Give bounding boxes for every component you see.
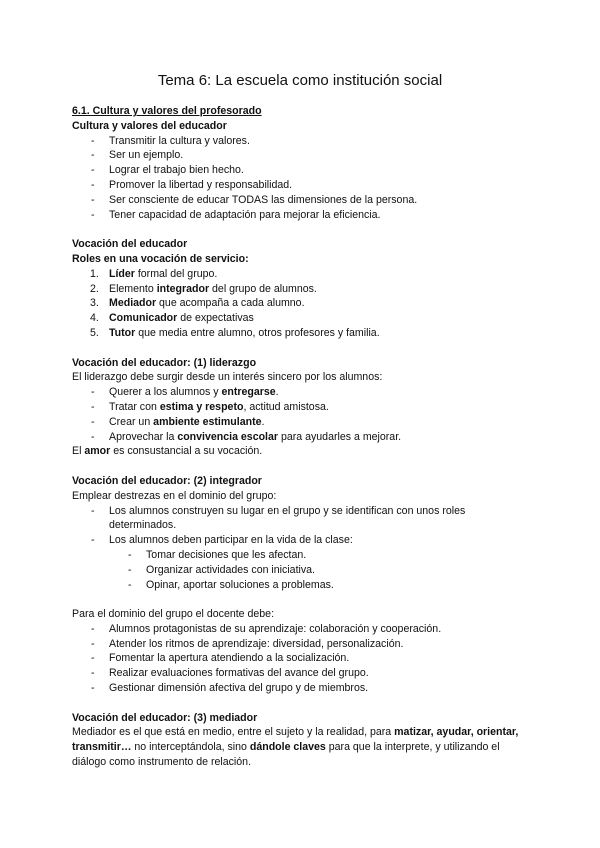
list-item: - Querer a los alumnos y entregarse. [72,385,532,400]
list-item: - Tomar decisiones que les afectan. [72,548,532,563]
list-item: - Transmitir la cultura y valores. [72,134,532,149]
integrador-list [72,504,532,548]
list-item: - Ser un ejemplo. [72,148,532,163]
list-item: - Tratar con estima y respeto, actitud amistosa. [72,400,532,415]
cultura-list [72,134,532,223]
list-item: - Ser consciente de educar TODAS las dimensiones de la persona. [72,193,532,208]
list-item: - Opinar, aportar soluciones a problemas. [72,578,532,593]
list-item: - Alumnos protagonistas de su aprendizaje: colaboración y cooperación. [72,622,532,637]
list-item: - Crear un ambiente estimulante. [72,415,532,430]
list-item: - Gestionar dimensión afectiva del grupo y de miembros. [72,681,532,696]
document-body [72,104,532,770]
list-item: - Fomentar la apertura atendiendo a la socialización. [72,651,532,666]
liderazgo-closing: El amor es consustancial a su vocación. [72,445,263,458]
subheading-roles: Roles en una vocación de servicio: [72,252,249,265]
list-item: - Atender los ritmos de aprendizaje: diversidad, personalización. [72,637,532,652]
section-heading-cultura: 6.1. Cultura y valores del profesorado [72,105,262,117]
list-item: 1. Líder formal del grupo. [90,267,218,280]
integrador-intro: Emplear destrezas en el dominio del grupo: [72,489,277,502]
list-item: - Organizar actividades con iniciativa. [72,563,532,578]
list-item: 2. Elemento integrador del grupo de alumnos. [90,282,317,295]
liderazgo-intro: El liderazgo debe surgir desde un interés sincero por los alumnos: [72,371,383,384]
list-item: - Tener capacidad de adaptación para mejorar la eficiencia. [72,208,532,223]
section-heading-integrador: Vocación del educador: (2) integrador [72,474,262,487]
liderazgo-list [72,385,532,444]
document-title: Tema 6: La escuela como institución social [157,72,443,89]
list-item: - Los alumnos deben participar en la vida de la clase: [72,533,532,548]
docente-intro: Para el dominio del grupo el docente debe: [72,608,275,621]
docente-list [72,622,532,696]
list-item: 5. Tutor que media entre alumno, otros profesores y familia. [90,326,380,339]
list-item: - Realizar evaluaciones formativas del avance del grupo. [72,666,532,681]
integrador-sublist [72,548,532,592]
list-item: 3. Mediador que acompaña a cada alumno. [90,297,305,310]
mediador-paragraph: Mediador es el que está en medio, entre el sujeto y la realidad, para matizar, ayudar, orientar, transmitir… no interceptándola, sino dándole claves para que la interprete, y utilizando el diálogo como instrumento de relación. [72,726,519,769]
list-item: - Lograr el trabajo bien hecho. [72,163,532,178]
list-item: - Aprovechar la convivencia escolar para ayudarles a mejorar. [72,430,532,445]
section-heading-vocacion: Vocación del educador [72,238,188,251]
subheading-cultura-educador: Cultura y valores del educador [72,119,227,132]
list-item: - Los alumnos construyen su lugar en el grupo y se identifican con unos roles determinados. [72,504,532,534]
list-item: 4. Comunicador de expectativas [90,312,254,325]
list-item: - Promover la libertad y responsabilidad. [72,178,532,193]
roles-list [72,267,532,341]
section-heading-liderazgo: Vocación del educador: (1) liderazgo [72,356,257,369]
section-heading-mediador: Vocación del educador: (3) mediador [72,711,258,724]
